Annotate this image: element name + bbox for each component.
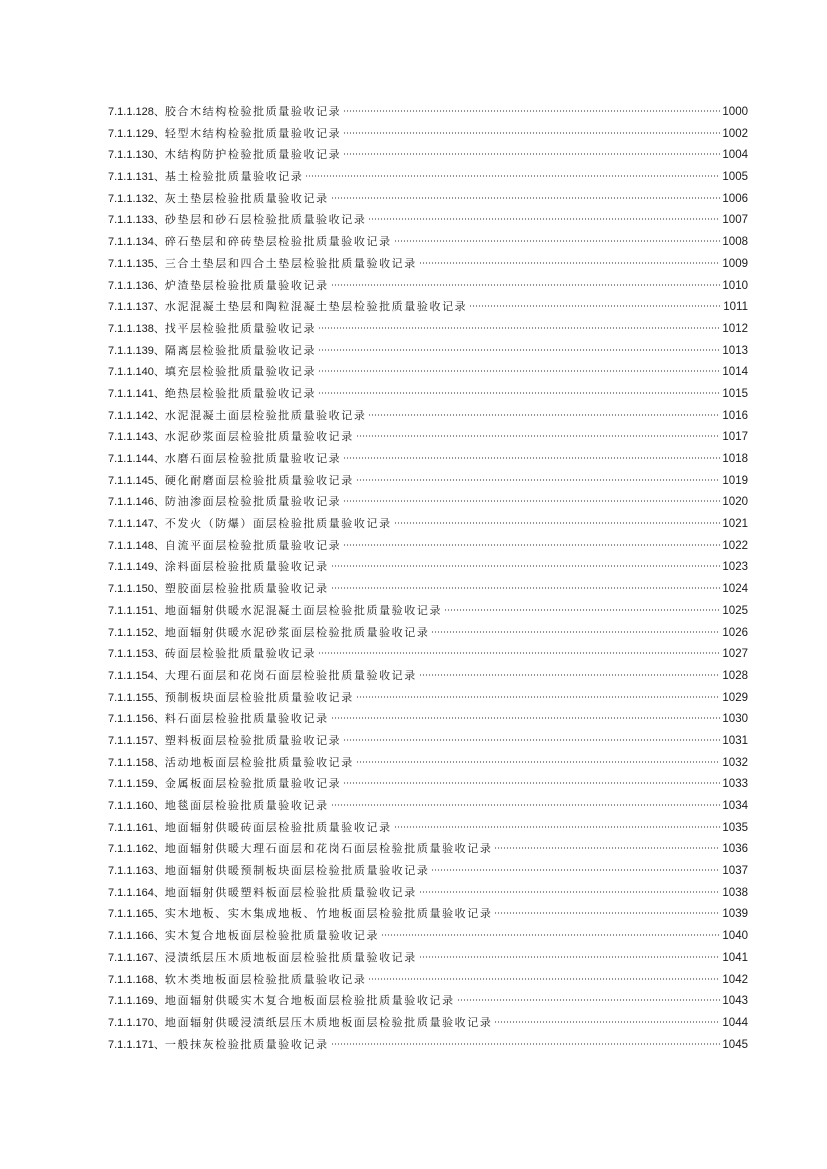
toc-entry-number: 7.1.1.166 <box>108 930 154 943</box>
toc-entry-leader-dots <box>494 847 720 849</box>
toc-entry-number: 7.1.1.136 <box>108 279 154 292</box>
toc-entry-leader-dots <box>331 1043 721 1045</box>
toc-entry-page-number: 1035 <box>722 821 748 834</box>
toc-entry[interactable] <box>108 275 748 297</box>
toc-entry-page-number: 1044 <box>722 1016 748 1029</box>
toc-entry-leader-dots <box>331 587 721 589</box>
toc-entry-separator: 、 <box>153 929 165 943</box>
toc-entry-leader-dots <box>419 891 721 893</box>
toc-entry-separator: 、 <box>153 690 165 704</box>
toc-entry-leader-dots <box>343 544 720 546</box>
toc-entry-page-number: 1014 <box>722 366 748 379</box>
toc-entry-title: 木结构防护检验批质量验收记录 <box>164 148 342 162</box>
toc-entry-page-number: 1032 <box>722 756 748 769</box>
toc-entry-page-number: 1015 <box>722 387 748 400</box>
toc-entry-number: 7.1.1.156 <box>108 713 154 726</box>
toc-entry-title: 轻型木结构检验批质量验收记录 <box>164 126 342 140</box>
toc-entry[interactable] <box>108 795 748 817</box>
toc-entry-title: 基土检验批质量验收记录 <box>164 170 304 184</box>
toc-entry-title: 找平层检验批质量验收记录 <box>164 321 317 335</box>
toc-entry-page-number: 1005 <box>722 171 748 184</box>
toc-entry[interactable] <box>108 383 748 405</box>
toc-entry-separator: 、 <box>153 235 165 249</box>
toc-entry[interactable] <box>108 622 748 644</box>
toc-entry-page-number: 1043 <box>722 995 748 1008</box>
toc-entry-separator: 、 <box>153 777 165 791</box>
toc-entry-number: 7.1.1.147 <box>108 518 154 531</box>
toc-entry-leader-dots <box>343 457 720 459</box>
toc-entry-title: 不发火（防爆）面层检验批质量验收记录 <box>164 517 392 531</box>
toc-entry-number: 7.1.1.132 <box>108 192 154 205</box>
toc-entry-separator: 、 <box>153 733 165 747</box>
toc-entry-title: 涂料面层检验批质量验收记录 <box>164 560 329 574</box>
toc-entry[interactable] <box>108 903 748 925</box>
toc-entry-leader-dots <box>343 782 720 784</box>
toc-entry-page-number: 1045 <box>722 1038 748 1051</box>
toc-entry-leader-dots <box>469 305 721 307</box>
toc-entry-separator: 、 <box>153 170 165 184</box>
toc-entry-number: 7.1.1.149 <box>108 561 154 574</box>
toc-entry-title: 绝热层检验批质量验收记录 <box>164 386 317 400</box>
toc-entry[interactable] <box>108 144 748 166</box>
toc-entry-title: 地面辐射供暖水泥混凝土面层检验批质量验收记录 <box>164 603 443 617</box>
toc-entry-separator: 、 <box>153 864 165 878</box>
toc-entry[interactable] <box>108 643 748 665</box>
toc-entry[interactable] <box>108 860 748 882</box>
toc-entry[interactable] <box>108 166 748 188</box>
toc-entry-separator: 、 <box>153 408 165 422</box>
toc-entry-leader-dots <box>419 674 721 676</box>
toc-entry[interactable] <box>108 513 748 535</box>
toc-entry-title: 防油渗面层检验批质量验收记录 <box>164 495 342 509</box>
toc-entry-number: 7.1.1.165 <box>108 908 154 921</box>
toc-entry[interactable] <box>108 687 748 709</box>
toc-entry-page-number: 1036 <box>722 843 748 856</box>
toc-entry-title: 地面辐射供暖大理石面层和花岗石面层检验批质量验收记录 <box>164 842 493 856</box>
toc-entry-number: 7.1.1.161 <box>108 821 154 834</box>
toc-entry-title: 三合土垫层和四合土垫层检验批质量验收记录 <box>164 256 417 270</box>
toc-entry-leader-dots <box>331 717 721 719</box>
toc-entry-number: 7.1.1.170 <box>108 1016 154 1029</box>
toc-entry-number: 7.1.1.139 <box>108 344 154 357</box>
toc-entry-number: 7.1.1.168 <box>108 973 154 986</box>
toc-entry[interactable] <box>108 752 748 774</box>
toc-entry-number: 7.1.1.141 <box>108 387 154 400</box>
toc-entry-leader-dots <box>318 349 720 351</box>
toc-entry-title: 地面辐射供暖预制板块面层检验批质量验收记录 <box>164 864 430 878</box>
toc-entry-leader-dots <box>343 132 720 134</box>
toc-entry-title: 炉渣垫层检验批质量验收记录 <box>164 278 329 292</box>
toc-entry-number: 7.1.1.159 <box>108 778 154 791</box>
toc-entry[interactable] <box>108 188 748 210</box>
toc-entry-separator: 、 <box>153 755 165 769</box>
toc-entry-leader-dots <box>368 218 720 220</box>
toc-entry-leader-dots <box>394 240 721 242</box>
toc-entry[interactable] <box>108 947 748 969</box>
toc-entry-number: 7.1.1.146 <box>108 496 154 509</box>
toc-entry-separator: 、 <box>153 126 165 140</box>
toc-entry-title: 塑胶面层检验批质量验收记录 <box>164 582 329 596</box>
toc-entry-page-number: 1006 <box>722 192 748 205</box>
toc-entry[interactable] <box>108 426 748 448</box>
toc-entry-number: 7.1.1.144 <box>108 453 154 465</box>
toc-entry-title: 预制板块面层检验批质量验收记录 <box>164 690 354 704</box>
toc-entry-page-number: 1037 <box>722 865 748 878</box>
toc-entry-number: 7.1.1.171 <box>108 1038 154 1051</box>
toc-entry[interactable] <box>108 470 748 492</box>
toc-entry-leader-dots <box>356 435 721 437</box>
toc-entry-title: 水泥砂浆面层检验批质量验收记录 <box>164 430 354 444</box>
toc-entry-separator: 、 <box>153 495 165 509</box>
toc-entry-separator: 、 <box>153 191 165 205</box>
toc-entry-separator: 、 <box>153 907 165 921</box>
toc-entry[interactable] <box>108 882 748 904</box>
toc-entry-title: 地毯面层检验批质量验收记录 <box>164 799 329 812</box>
toc-entry-page-number: 1029 <box>722 691 748 704</box>
toc-entry-number: 7.1.1.150 <box>108 583 154 596</box>
toc-entry[interactable] <box>108 925 748 947</box>
toc-entry[interactable] <box>108 209 748 231</box>
toc-entry-title: 一般抹灰检验批质量验收记录 <box>164 1037 329 1051</box>
toc-entry-number: 7.1.1.154 <box>108 669 154 682</box>
toc-entry-leader-dots <box>331 804 721 806</box>
toc-entry-page-number: 1009 <box>722 257 748 270</box>
toc-entry-leader-dots <box>431 631 720 633</box>
toc-entry-title: 实木地板、实木集成地板、竹地板面层检验批质量验收记录 <box>164 907 493 921</box>
toc-entry-number: 7.1.1.130 <box>108 149 154 162</box>
toc-entry-page-number: 1030 <box>722 713 748 726</box>
toc-entry[interactable] <box>108 838 748 860</box>
toc-entry-leader-dots <box>343 500 720 502</box>
toc-entry-title: 填充层检验批质量验收记录 <box>164 365 317 379</box>
toc-entry-number: 7.1.1.133 <box>108 214 154 227</box>
toc-entry-leader-dots <box>431 869 720 871</box>
toc-entry-number: 7.1.1.143 <box>108 431 154 444</box>
toc-entry-title: 砖面层检验批质量验收记录 <box>164 647 317 661</box>
toc-entry-separator: 、 <box>153 603 165 617</box>
toc-entry-separator: 、 <box>153 300 165 314</box>
toc-entry-leader-dots <box>419 262 721 264</box>
toc-entry-number: 7.1.1.135 <box>108 257 154 270</box>
toc-entry-page-number: 1039 <box>722 908 748 921</box>
toc-entry[interactable] <box>108 296 748 318</box>
toc-entry-number: 7.1.1.140 <box>108 366 154 379</box>
toc-entry[interactable] <box>108 969 748 991</box>
toc-entry-number: 7.1.1.163 <box>108 865 154 878</box>
toc-entry-separator: 、 <box>153 712 165 726</box>
toc-entry-title: 水泥混凝土垫层和陶粒混凝土垫层检验批质量验收记录 <box>164 300 468 314</box>
toc-entry-title: 地面辐射供暖砖面层检验批质量验收记录 <box>164 820 392 834</box>
toc-entry-leader-dots <box>368 978 720 980</box>
toc-entry-page-number: 1031 <box>722 734 748 747</box>
toc-entry-number: 7.1.1.152 <box>108 626 154 639</box>
toc-entry-title: 地面辐射供暖浸渍纸层压木质地板面层检验批质量验收记录 <box>164 1015 493 1029</box>
toc-entry[interactable] <box>108 101 748 123</box>
toc-entry[interactable] <box>108 578 748 600</box>
toc-entry-separator: 、 <box>153 473 165 487</box>
toc-entry-separator: 、 <box>153 213 165 227</box>
toc-entry-page-number: 1024 <box>722 583 748 596</box>
toc-entry-leader-dots <box>457 999 721 1001</box>
toc-entry-leader-dots <box>318 327 720 329</box>
toc-entry-number: 7.1.1.160 <box>108 800 154 812</box>
toc-entry-page-number: 1022 <box>722 539 748 552</box>
toc-entry[interactable] <box>108 556 748 578</box>
toc-entry-separator: 、 <box>153 430 165 444</box>
toc-entry-leader-dots <box>494 1021 720 1023</box>
toc-entry-leader-dots <box>444 609 720 611</box>
toc-entry-title: 地面辐射供暖水泥砂浆面层检验批质量验收记录 <box>164 625 430 639</box>
toc-entry[interactable] <box>108 535 748 557</box>
toc-entry-leader-dots <box>419 956 721 958</box>
toc-entry[interactable] <box>108 1034 748 1056</box>
toc-entry-title: 地面辐射供暖实木复合地板面层检验批质量验收记录 <box>164 994 455 1008</box>
toc-entry-page-number: 1033 <box>722 778 748 791</box>
toc-entry[interactable] <box>108 318 748 340</box>
toc-entry-separator: 、 <box>153 972 165 986</box>
toc-entry-number: 7.1.1.131 <box>108 171 154 184</box>
toc-entry-separator: 、 <box>153 950 165 964</box>
toc-entry[interactable] <box>108 665 748 687</box>
toc-entry-separator: 、 <box>153 343 165 357</box>
toc-entry-leader-dots <box>394 826 721 828</box>
toc-entry-page-number: 1000 <box>722 106 748 118</box>
toc-entry[interactable] <box>108 253 748 275</box>
toc-entry-title: 硬化耐磨面层检验批质量验收记录 <box>164 473 354 487</box>
toc-entry-title: 砂垫层和砂石层检验批质量验收记录 <box>164 213 367 227</box>
toc-entry[interactable] <box>108 600 748 622</box>
toc-entry-separator: 、 <box>153 842 165 856</box>
toc-entry-separator: 、 <box>153 799 165 812</box>
toc-entry[interactable] <box>108 730 748 752</box>
toc-entry-page-number: 1016 <box>722 409 748 422</box>
toc-entry-separator: 、 <box>153 365 165 379</box>
toc-entry-page-number: 1017 <box>722 431 748 444</box>
toc-entry-number: 7.1.1.148 <box>108 539 154 552</box>
toc-entry-number: 7.1.1.162 <box>108 843 154 856</box>
toc-entry-leader-dots <box>394 522 721 524</box>
toc-entry[interactable] <box>108 491 748 513</box>
toc-entry-page-number: 1008 <box>722 236 748 249</box>
toc-entry[interactable] <box>108 773 748 795</box>
toc-entry-page-number: 1028 <box>722 669 748 682</box>
toc-entry-separator: 、 <box>153 668 165 682</box>
toc-entry-title: 灰土垫层检验批质量验收记录 <box>164 191 329 205</box>
toc-entry-title: 塑料板面层检验批质量验收记录 <box>164 733 342 747</box>
toc-entry-number: 7.1.1.167 <box>108 951 154 964</box>
toc-entry-number: 7.1.1.137 <box>108 301 154 314</box>
toc-entry-page-number: 1027 <box>722 648 748 661</box>
toc-entry-separator: 、 <box>153 994 165 1008</box>
toc-entry-separator: 、 <box>153 885 165 899</box>
toc-entry-title: 隔离层检验批质量验收记录 <box>164 343 317 357</box>
toc-entry-page-number: 1026 <box>722 626 748 639</box>
toc-entry[interactable] <box>108 123 748 145</box>
toc-entry-page-number: 1042 <box>722 973 748 986</box>
toc-entry-title: 水磨石面层检验批质量验收记录 <box>164 452 342 465</box>
toc-entry-leader-dots <box>356 761 721 763</box>
toc-entry-leader-dots <box>356 479 721 481</box>
toc-entry-title: 料石面层检验批质量验收记录 <box>164 712 329 726</box>
toc-entry-page-number: 1010 <box>722 279 748 292</box>
toc-entry-separator: 、 <box>153 278 165 292</box>
toc-entry[interactable] <box>108 1012 748 1034</box>
toc-entry-page-number: 1004 <box>722 149 748 162</box>
toc-entry-leader-dots <box>343 110 720 112</box>
toc-entry[interactable] <box>108 817 748 839</box>
toc-entry[interactable] <box>108 448 748 470</box>
toc-entry-number: 7.1.1.134 <box>108 236 154 249</box>
toc-entry-page-number: 1020 <box>722 496 748 509</box>
toc-entry-title: 水泥混凝土面层检验批质量验收记录 <box>164 408 367 422</box>
toc-entry-separator: 、 <box>153 1037 165 1051</box>
toc-entry-leader-dots <box>331 284 721 286</box>
toc-entry-leader-dots <box>356 696 721 698</box>
toc-entry[interactable] <box>108 405 748 427</box>
toc-entry-separator: 、 <box>153 647 165 661</box>
toc-entry-separator: 、 <box>153 582 165 596</box>
toc-entry[interactable] <box>108 708 748 730</box>
toc-entry-leader-dots <box>318 392 720 394</box>
toc-entry-separator: 、 <box>153 625 165 639</box>
toc-entry-page-number: 1040 <box>722 930 748 943</box>
toc-entry-separator: 、 <box>153 321 165 335</box>
toc-entry-separator: 、 <box>153 1015 165 1029</box>
toc-entry-number: 7.1.1.138 <box>108 322 154 335</box>
toc-entry-page-number: 1018 <box>722 453 748 465</box>
toc-entry[interactable] <box>108 361 748 383</box>
toc-entry-separator: 、 <box>153 148 165 162</box>
toc-entry-number: 7.1.1.169 <box>108 995 154 1008</box>
toc-entry-separator: 、 <box>153 105 165 118</box>
toc-entry-number: 7.1.1.157 <box>108 734 154 747</box>
toc-entry-title: 实木复合地板面层检验批质量验收记录 <box>164 929 380 943</box>
toc-entry-leader-dots <box>381 934 720 936</box>
toc-entry-page-number: 1013 <box>722 344 748 357</box>
toc-entry-leader-dots <box>368 414 720 416</box>
toc-entry-separator: 、 <box>153 452 165 465</box>
table-of-contents <box>108 101 748 1055</box>
toc-entry-page-number: 1012 <box>722 322 748 335</box>
toc-entry-separator: 、 <box>153 517 165 531</box>
toc-entry-leader-dots <box>331 565 721 567</box>
toc-entry-title: 自流平面层检验批质量验收记录 <box>164 538 342 552</box>
toc-entry-title: 大理石面层和花岗石面层检验批质量验收记录 <box>164 668 417 682</box>
toc-entry-title: 浸渍纸层压木质地板面层检验批质量验收记录 <box>164 950 417 964</box>
toc-entry-number: 7.1.1.129 <box>108 127 154 140</box>
toc-entry[interactable] <box>108 340 748 362</box>
toc-entry-number: 7.1.1.128 <box>108 106 154 118</box>
toc-entry-leader-dots <box>343 739 720 741</box>
toc-entry-title: 软木类地板面层检验批质量验收记录 <box>164 972 367 986</box>
toc-entry-separator: 、 <box>153 538 165 552</box>
toc-entry-number: 7.1.1.155 <box>108 691 154 704</box>
toc-entry-leader-dots <box>318 370 720 372</box>
toc-entry-separator: 、 <box>153 256 165 270</box>
toc-entry-number: 7.1.1.158 <box>108 756 154 769</box>
toc-entry-leader-dots <box>305 175 720 177</box>
toc-entry-number: 7.1.1.153 <box>108 648 154 661</box>
toc-entry-page-number: 1002 <box>722 127 748 140</box>
toc-entry-separator: 、 <box>153 560 165 574</box>
toc-entry-page-number: 1007 <box>722 214 748 227</box>
toc-entry[interactable] <box>108 990 748 1012</box>
toc-entry-page-number: 1021 <box>722 518 748 531</box>
toc-entry-number: 7.1.1.151 <box>108 604 154 617</box>
toc-entry-number: 7.1.1.142 <box>108 409 154 422</box>
toc-entry-leader-dots <box>331 197 721 199</box>
toc-entry-page-number: 1034 <box>722 800 748 812</box>
toc-entry-leader-dots <box>318 652 720 654</box>
toc-entry-separator: 、 <box>153 386 165 400</box>
toc-entry-number: 7.1.1.164 <box>108 886 154 899</box>
toc-entry-number: 7.1.1.145 <box>108 474 154 487</box>
toc-entry-leader-dots <box>343 153 720 155</box>
toc-entry-page-number: 1011 <box>723 301 748 314</box>
toc-entry-title: 金属板面层检验批质量验收记录 <box>164 777 342 791</box>
toc-entry-page-number: 1041 <box>722 951 748 964</box>
toc-entry-title: 活动地板面层检验批质量验收记录 <box>164 755 354 769</box>
toc-entry-title: 地面辐射供暖塑料板面层检验批质量验收记录 <box>164 885 417 899</box>
toc-entry-separator: 、 <box>153 820 165 834</box>
toc-entry-page-number: 1019 <box>722 474 748 487</box>
toc-entry-leader-dots <box>494 912 720 914</box>
toc-entry-title: 碎石垫层和碎砖垫层检验批质量验收记录 <box>164 235 392 249</box>
toc-entry[interactable] <box>108 231 748 253</box>
toc-entry-page-number: 1023 <box>722 561 748 574</box>
toc-entry-title: 胶合木结构检验批质量验收记录 <box>164 105 342 118</box>
toc-entry-page-number: 1025 <box>722 604 748 617</box>
toc-entry-page-number: 1038 <box>722 886 748 899</box>
